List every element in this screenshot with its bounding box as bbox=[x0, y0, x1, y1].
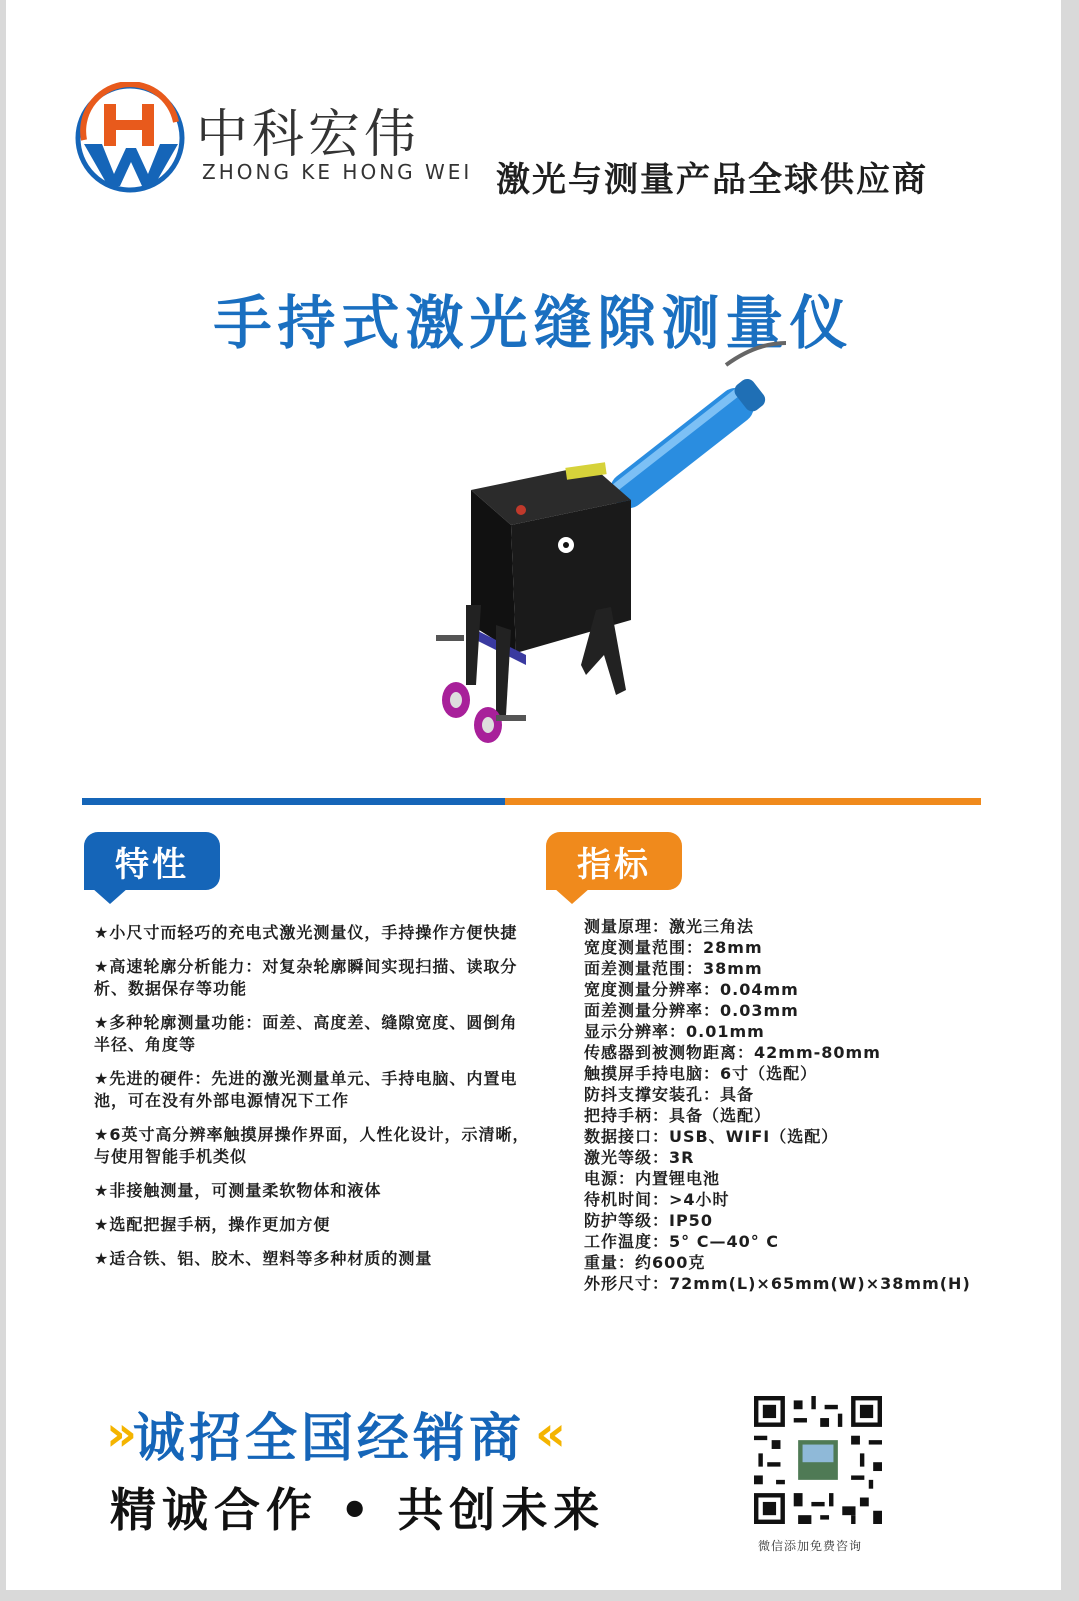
spec-item: 待机时间：>4小时 bbox=[584, 1190, 730, 1209]
qr-code-icon bbox=[754, 1396, 882, 1524]
specs-heading-tail bbox=[554, 888, 590, 904]
chevron-right-icon: » bbox=[106, 1405, 124, 1462]
brand-name-en: ZHONG KE HONG WEI bbox=[202, 160, 473, 184]
feature-item: ★多种轮廓测量功能：面差、高度差、缝隙宽度、圆倒角半径、角度等 bbox=[94, 1013, 518, 1054]
spec-item: 工作温度：5° C—40° C bbox=[584, 1232, 780, 1251]
slogan: 激光与测量产品全球供应商 bbox=[496, 160, 928, 200]
divider-orange bbox=[505, 798, 981, 805]
specs-list bbox=[584, 916, 984, 1294]
qr-caption: 微信添加免费咨询 bbox=[758, 1539, 863, 1553]
feature-item: ★适合铁、铝、胶木、塑料等多种材质的测量 bbox=[94, 1249, 433, 1268]
chevron-left-icon: « bbox=[535, 1405, 553, 1462]
spec-item: 电源：内置锂电池 bbox=[584, 1169, 721, 1188]
spec-item: 传感器到被测物距离：42mm-80mm bbox=[584, 1043, 881, 1062]
poster bbox=[6, 0, 1061, 1590]
spec-item: 数据接口：USB、WIFI（选配） bbox=[584, 1127, 839, 1146]
spec-item: 激光等级：3R bbox=[584, 1148, 695, 1167]
feature-item: ★先进的硬件：先进的激光测量单元、手持电脑、内置电池，可在没有外部电源情况下工作 bbox=[94, 1069, 518, 1110]
spec-item: 把持手柄：具备（选配） bbox=[584, 1106, 772, 1125]
recruit-banner bbox=[96, 1396, 562, 1471]
spec-item: 宽度测量范围：28mm bbox=[584, 938, 763, 957]
feature-item: ★6英寸高分辨率触摸屏操作界面，人性化设计，示清晰，与使用智能手机类似 bbox=[94, 1125, 530, 1166]
spec-item: 测量原理：激光三角法 bbox=[584, 917, 755, 936]
feature-item: ★非接触测量，可测量柔软物体和液体 bbox=[94, 1181, 382, 1200]
spec-item: 显示分辨率：0.01mm bbox=[584, 1022, 765, 1041]
cooperation-slogan: 精诚合作 • 共创未来 bbox=[110, 1483, 606, 1537]
spec-item: 宽度测量分辨率：0.04mm bbox=[584, 980, 799, 999]
divider-blue bbox=[82, 798, 505, 805]
spec-item: 面差测量分辨率：0.03mm bbox=[584, 1001, 799, 1020]
feature-item: ★选配把握手柄，操作更加方便 bbox=[94, 1215, 331, 1234]
spec-item: 防护等级：IP50 bbox=[584, 1211, 713, 1230]
spec-item: 外形尺寸：72mm(L)×65mm(W)×38mm(H) bbox=[584, 1274, 971, 1293]
brand-name-cn: 中科宏伟 bbox=[196, 105, 421, 165]
spec-item: 防抖支撑安装孔：具备 bbox=[584, 1085, 755, 1104]
product-title: 手持式激光缝隙测量仪 bbox=[213, 289, 854, 357]
spec-item: 重量：约600克 bbox=[584, 1253, 706, 1272]
features-list bbox=[94, 922, 534, 1282]
company-logo-icon bbox=[74, 82, 186, 194]
features-heading: 特性 bbox=[84, 832, 220, 890]
feature-item: ★小尺寸而轻巧的充电式激光测量仪，手持操作方便快捷 bbox=[94, 923, 518, 942]
spec-item: 触摸屏手持电脑：6寸（选配） bbox=[584, 1064, 818, 1083]
feature-item: ★高速轮廓分析能力：对复杂轮廓瞬间实现扫描、读取分析、数据保存等功能 bbox=[94, 957, 518, 998]
features-heading-tail bbox=[92, 888, 128, 904]
spec-item: 面差测量范围：38mm bbox=[584, 959, 763, 978]
laser-gap-gauge-image bbox=[426, 335, 806, 755]
specs-heading: 指标 bbox=[546, 832, 682, 890]
recruit-text: 诚招全国经销商 bbox=[133, 1409, 526, 1469]
